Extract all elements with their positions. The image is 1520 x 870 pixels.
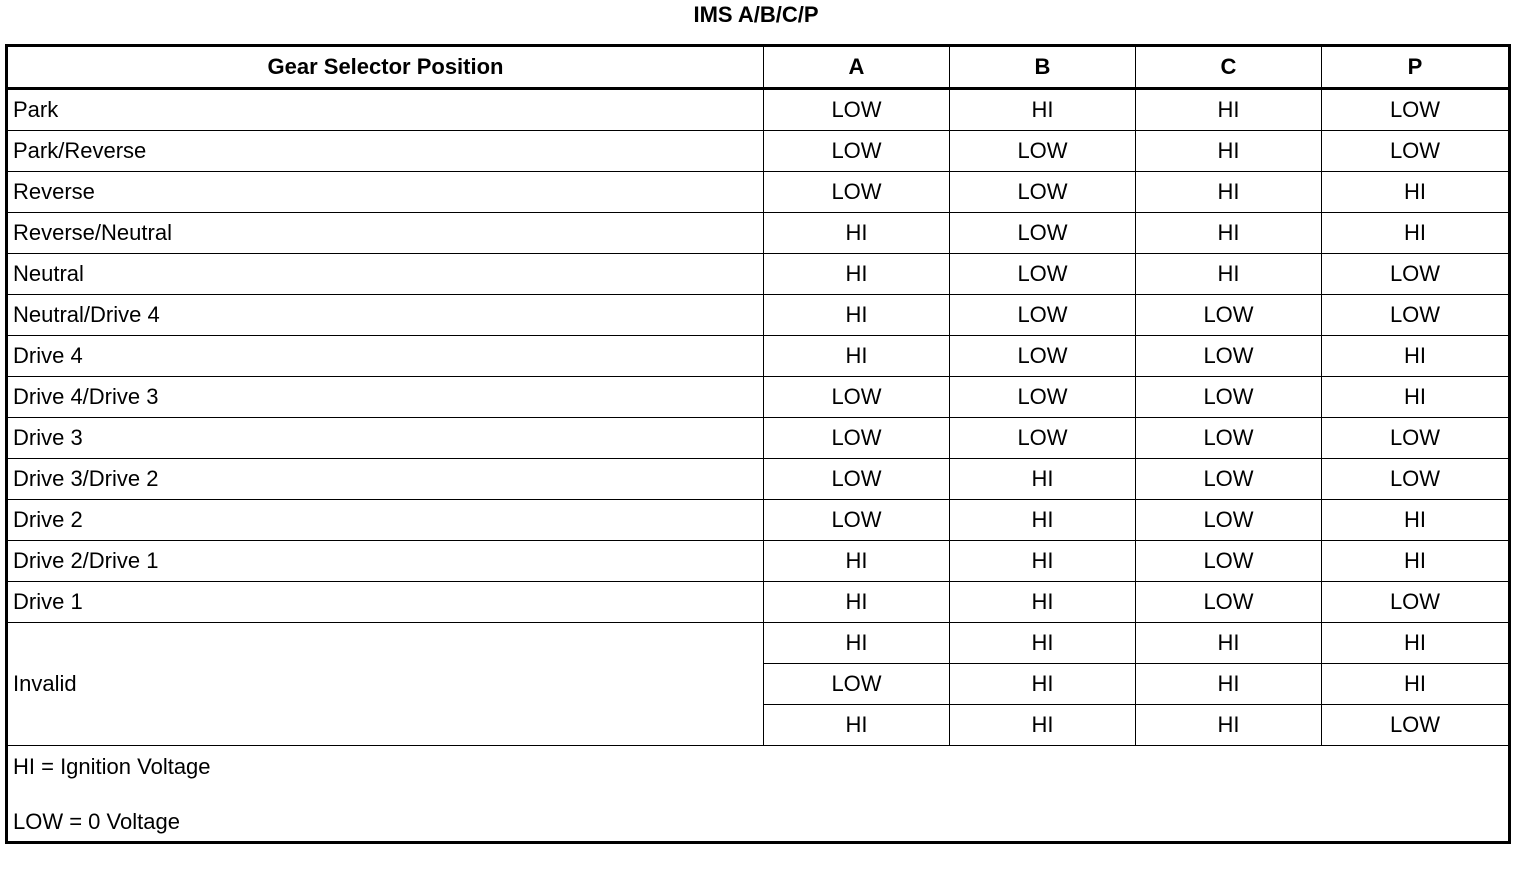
signal-a-cell: HI bbox=[764, 623, 950, 664]
table-row bbox=[7, 336, 1510, 377]
gear-position-cell: Drive 3/Drive 2 bbox=[7, 459, 764, 500]
gear-position-cell: Neutral/Drive 4 bbox=[7, 295, 764, 336]
signal-p-cell: LOW bbox=[1322, 89, 1510, 131]
signal-p-cell: HI bbox=[1322, 541, 1510, 582]
signal-p-cell: LOW bbox=[1322, 705, 1510, 746]
signal-a-cell: HI bbox=[764, 582, 950, 623]
signal-b-cell: HI bbox=[950, 89, 1136, 131]
signal-b-cell: LOW bbox=[950, 131, 1136, 172]
gear-position-cell: Park/Reverse bbox=[7, 131, 764, 172]
table-row bbox=[7, 459, 1510, 500]
table-row bbox=[7, 254, 1510, 295]
signal-a-cell: LOW bbox=[764, 664, 950, 705]
signal-c-cell: LOW bbox=[1136, 418, 1322, 459]
signal-c-cell: HI bbox=[1136, 172, 1322, 213]
gear-position-cell: Drive 3 bbox=[7, 418, 764, 459]
header-gear-selector-position: Gear Selector Position bbox=[7, 46, 764, 89]
gear-position-cell: Drive 1 bbox=[7, 582, 764, 623]
signal-a-cell: LOW bbox=[764, 131, 950, 172]
table-row bbox=[7, 131, 1510, 172]
table-row bbox=[7, 418, 1510, 459]
signal-c-cell: LOW bbox=[1136, 336, 1322, 377]
table-row bbox=[7, 377, 1510, 418]
signal-c-cell: HI bbox=[1136, 623, 1322, 664]
signal-p-cell: HI bbox=[1322, 623, 1510, 664]
gear-position-cell: Drive 4 bbox=[7, 336, 764, 377]
gear-position-cell: Neutral bbox=[7, 254, 764, 295]
gear-position-cell: Drive 4/Drive 3 bbox=[7, 377, 764, 418]
signal-p-cell: HI bbox=[1322, 213, 1510, 254]
legend-row bbox=[7, 746, 1510, 843]
signal-b-cell: HI bbox=[950, 664, 1136, 705]
signal-a-cell: HI bbox=[764, 254, 950, 295]
signal-b-cell: HI bbox=[950, 459, 1136, 500]
signal-c-cell: HI bbox=[1136, 705, 1322, 746]
header-c: C bbox=[1136, 46, 1322, 89]
signal-b-cell: LOW bbox=[950, 418, 1136, 459]
signal-a-cell: LOW bbox=[764, 459, 950, 500]
ims-truth-table bbox=[5, 44, 1511, 844]
signal-a-cell: HI bbox=[764, 336, 950, 377]
signal-b-cell: HI bbox=[950, 623, 1136, 664]
signal-a-cell: LOW bbox=[764, 500, 950, 541]
signal-c-cell: HI bbox=[1136, 664, 1322, 705]
table-row bbox=[7, 172, 1510, 213]
signal-c-cell: LOW bbox=[1136, 582, 1322, 623]
signal-a-cell: HI bbox=[764, 541, 950, 582]
signal-p-cell: LOW bbox=[1322, 295, 1510, 336]
table-row bbox=[7, 89, 1510, 131]
signal-b-cell: LOW bbox=[950, 336, 1136, 377]
gear-position-cell: Reverse/Neutral bbox=[7, 213, 764, 254]
signal-a-cell: LOW bbox=[764, 418, 950, 459]
legend-low-note: LOW = 0 Voltage bbox=[13, 809, 180, 834]
header-p: P bbox=[1322, 46, 1510, 89]
signal-p-cell: HI bbox=[1322, 172, 1510, 213]
signal-a-cell: HI bbox=[764, 295, 950, 336]
signal-c-cell: HI bbox=[1136, 131, 1322, 172]
invalid-label-cell: Invalid bbox=[7, 623, 764, 746]
signal-c-cell: LOW bbox=[1136, 377, 1322, 418]
table-title: IMS A/B/C/P bbox=[693, 2, 819, 27]
header-row bbox=[7, 46, 1510, 89]
table-row bbox=[7, 295, 1510, 336]
gear-position-cell: Park bbox=[7, 89, 764, 131]
signal-b-cell: HI bbox=[950, 500, 1136, 541]
signal-b-cell: LOW bbox=[950, 213, 1136, 254]
gear-position-cell: Drive 2 bbox=[7, 500, 764, 541]
table-row bbox=[7, 541, 1510, 582]
signal-p-cell: LOW bbox=[1322, 582, 1510, 623]
signal-b-cell: HI bbox=[950, 541, 1136, 582]
signal-a-cell: LOW bbox=[764, 377, 950, 418]
signal-p-cell: LOW bbox=[1322, 131, 1510, 172]
invalid-row bbox=[7, 623, 1510, 664]
signal-a-cell: LOW bbox=[764, 172, 950, 213]
gear-position-cell: Reverse bbox=[7, 172, 764, 213]
signal-p-cell: LOW bbox=[1322, 254, 1510, 295]
signal-p-cell: HI bbox=[1322, 500, 1510, 541]
legend-hi-note: HI = Ignition Voltage bbox=[13, 754, 211, 779]
signal-a-cell: LOW bbox=[764, 89, 950, 131]
signal-c-cell: LOW bbox=[1136, 295, 1322, 336]
signal-p-cell: HI bbox=[1322, 336, 1510, 377]
signal-c-cell: HI bbox=[1136, 89, 1322, 131]
signal-c-cell: LOW bbox=[1136, 500, 1322, 541]
signal-p-cell: LOW bbox=[1322, 459, 1510, 500]
signal-b-cell: HI bbox=[950, 582, 1136, 623]
legend-cell bbox=[7, 746, 1510, 843]
signal-c-cell: HI bbox=[1136, 213, 1322, 254]
header-a: A bbox=[764, 46, 950, 89]
signal-c-cell: LOW bbox=[1136, 541, 1322, 582]
signal-p-cell: LOW bbox=[1322, 418, 1510, 459]
signal-c-cell: HI bbox=[1136, 254, 1322, 295]
signal-p-cell: HI bbox=[1322, 377, 1510, 418]
signal-b-cell: LOW bbox=[950, 172, 1136, 213]
signal-c-cell: LOW bbox=[1136, 459, 1322, 500]
table-row bbox=[7, 582, 1510, 623]
signal-a-cell: HI bbox=[764, 213, 950, 254]
signal-p-cell: HI bbox=[1322, 664, 1510, 705]
gear-position-cell: Drive 2/Drive 1 bbox=[7, 541, 764, 582]
signal-b-cell: LOW bbox=[950, 254, 1136, 295]
signal-a-cell: HI bbox=[764, 705, 950, 746]
signal-b-cell: LOW bbox=[950, 295, 1136, 336]
signal-b-cell: LOW bbox=[950, 377, 1136, 418]
table-row bbox=[7, 500, 1510, 541]
header-b: B bbox=[950, 46, 1136, 89]
table-row bbox=[7, 213, 1510, 254]
signal-b-cell: HI bbox=[950, 705, 1136, 746]
